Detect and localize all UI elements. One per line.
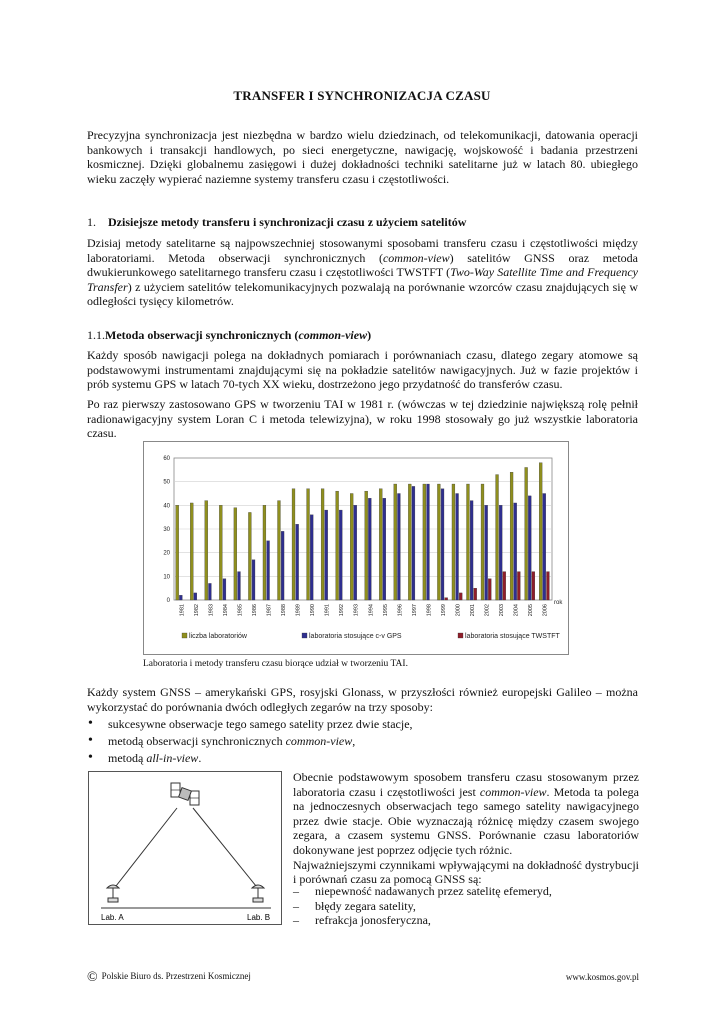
bar: [543, 494, 546, 601]
x-tick-label: 1996: [397, 604, 404, 617]
bar: [499, 505, 502, 600]
bar: [437, 484, 440, 600]
bullet-end: .: [198, 751, 202, 765]
x-tick-label: 1993: [353, 604, 360, 617]
x-tick-label: 2006: [542, 604, 549, 617]
antenna-a-icon: [107, 885, 119, 902]
x-tick-label: 1992: [339, 604, 346, 617]
accuracy-factors-list: [293, 884, 552, 928]
signal-line-a: [116, 808, 177, 886]
bar: [539, 463, 542, 600]
common-view-diagram-svg: [89, 772, 281, 924]
common-view-description: [293, 770, 639, 887]
bar: [423, 484, 426, 600]
list-item: [87, 733, 413, 750]
bar: [503, 572, 506, 600]
bar: [190, 503, 193, 600]
bar: [427, 484, 430, 600]
bar: [441, 489, 444, 600]
x-tick-label: 1986: [251, 604, 258, 617]
bar: [325, 510, 328, 600]
bar: [525, 467, 528, 600]
signal-line-b: [193, 808, 256, 886]
page-title: TRANSFER I SYNCHRONIZACJA CZASU: [233, 88, 491, 103]
copyright-symbol: ©: [87, 970, 98, 985]
bar: [532, 572, 535, 600]
bar: [510, 472, 513, 600]
bullet-text: metodą obserwacji synchronicznych: [108, 734, 286, 748]
bar: [350, 494, 353, 601]
bullet-text: sukcesywne obserwacje tego samego satelity przez dwie stacje,: [108, 717, 413, 731]
x-tick-label: 2000: [455, 604, 462, 617]
y-tick-label: 20: [163, 550, 170, 557]
section-1-text-b: ) satelitów GNSS oraz metoda dwukierunkowego satelitarnego transferu czasu i częstotliwości TWSTFT (: [87, 250, 639, 280]
x-tick-label: 1998: [426, 604, 433, 617]
bar: [194, 593, 197, 600]
bar: [179, 595, 182, 600]
bar: [354, 505, 357, 600]
common-view-diagram: [88, 771, 282, 925]
bullet-em: all-in-view: [146, 751, 199, 765]
legend-swatch: [458, 633, 463, 638]
tai-chart-svg: [144, 442, 568, 654]
bar: [485, 505, 488, 600]
bar: [278, 501, 281, 600]
section-1-paragraph: [87, 236, 638, 309]
right-paragraph-2: Najważniejszymi czynnikami wpływającymi na dokładność dystrybucji i porównań czasu za pomocą GNSS są:: [293, 857, 639, 887]
x-tick-label: 1983: [208, 604, 215, 617]
list-item: – niepewność nadawanych przez satelitę efemeryd,: [293, 884, 552, 899]
bar: [517, 572, 520, 600]
list-item: – refrakcja jonosferyczna,: [293, 913, 552, 928]
bar: [496, 475, 499, 600]
y-tick-label: 60: [163, 456, 170, 462]
x-tick-label: 1995: [382, 604, 389, 617]
chart-caption: Laboratoria i metody transferu czasu biorące udział w tworzeniu TAI.: [143, 659, 408, 669]
section-1-em-common-view: common-view: [382, 250, 450, 265]
satellite-icon: [171, 783, 199, 805]
list-item: [87, 716, 413, 733]
y-tick-label: 10: [163, 574, 170, 581]
section-1-1-paragraph-1: Każdy sposób nawigacji polega na dokładnych pomiarach i porównaniach czasu, dlatego zegary atomowe są podstawowymi instrumentami znajdującymi się na pokładzie satelitów nawigacyjnych. Już w fazie projektów i prób systemu GPS w latach 70-tych XX wieku, dostrzeżono jego przydatność do transferów czasu.: [87, 348, 638, 392]
bar: [205, 501, 208, 600]
legend-entry: laboratoria stosujące TWSTFT: [465, 633, 560, 640]
y-tick-label: 30: [163, 527, 170, 533]
section-1-number: 1.: [87, 215, 96, 229]
section-1-1-title-end: ): [367, 328, 372, 342]
bar: [383, 498, 386, 600]
section-1-1-number: 1.1.: [87, 328, 105, 342]
legend-entry: liczba laboratoriów: [189, 633, 247, 640]
lab-b-label: Lab. B: [247, 913, 271, 922]
section-1-1-title-em: common-view: [298, 328, 368, 342]
bar: [208, 583, 211, 600]
bar: [267, 541, 270, 600]
bar: [307, 489, 310, 600]
bar: [470, 501, 473, 600]
x-axis-label: rok: [554, 600, 563, 606]
bar: [339, 510, 342, 600]
x-tick-label: 2003: [499, 604, 506, 617]
x-tick-label: 2001: [470, 604, 477, 617]
bar: [474, 588, 477, 600]
x-tick-label: 2005: [528, 604, 535, 617]
x-tick-label: 1989: [295, 604, 302, 617]
x-tick-label: 1991: [324, 604, 331, 617]
bar: [223, 579, 226, 600]
section-1-title: Dzisiejsze metody transferu i synchronizacji czasu z użyciem satelitów: [108, 215, 467, 229]
tai-chart: [143, 441, 569, 655]
x-tick-label: 1987: [266, 604, 273, 617]
gnss-methods-list: [87, 716, 413, 767]
bar: [394, 484, 397, 600]
y-tick-label: 40: [163, 503, 170, 510]
intro-paragraph: Precyzyjna synchronizacja jest niezbędna w bardzo wielu dziedzinach, od telekomunikacji, datowania operacji bankowych i transakcji handlowych, po sieci energetyczne, nawigację, wojskowość i badania przestrzeni kosmicznej. Dzięki globalnemu zasięgowi i dużej dokładności techniki satelitarne już w latach 80. ubiegłego wieku zaczęły wypierać naziemne systemy transferu czasu i częstotliwości.: [87, 128, 638, 186]
y-tick-label: 0: [166, 598, 170, 604]
bar: [459, 593, 462, 600]
legend-entry: laboratoria stosujące c-v GPS: [309, 633, 402, 640]
legend-swatch: [182, 633, 187, 638]
x-tick-label: 1985: [237, 604, 244, 617]
x-tick-label: 1999: [440, 604, 447, 617]
right-text-b: . Metoda ta polega na jednoczesnych obserwacjach tego samego satelity nawigacyjnego przez dwie stacje. Obie wyznaczają różnicę między czasem swojego zegara, a czasem systemu GNSS. Porównanie czasu laboratoriów dokonywane jest poprzez odjęcie tych różnic.: [293, 784, 639, 857]
y-tick-label: 50: [163, 479, 170, 486]
bar: [546, 572, 549, 600]
bar: [514, 503, 517, 600]
footer-url: www.kosmos.gov.pl: [565, 972, 639, 982]
section-1-text-a: Dzisiaj metody satelitarne są najpowszechniej stosowanymi sposobami transferu czasu i częstotliwości między laboratoriami. Metoda obserwacji synchronicznych (: [87, 236, 638, 265]
bar: [452, 484, 455, 600]
bar: [234, 508, 237, 600]
bar: [408, 484, 411, 600]
bullet-em: common-view: [285, 734, 353, 748]
gnss-paragraph: Każdy system GNSS – amerykański GPS, rosyjski Glonass, w przyszłości również europejski Galileo – można wykorzystać do porównania dwóch odległych zegarów na trzy sposoby:: [87, 685, 638, 714]
x-tick-label: 2004: [513, 604, 520, 617]
section-1-text-c: ) z użyciem satelitów telekomunikacyjnych pozwalają na porównanie wzorców czasu znajdujących się w odległości tysięcy kilometrów.: [87, 279, 638, 309]
bar: [219, 505, 222, 600]
bar: [445, 598, 448, 600]
bar: [248, 512, 251, 600]
bar: [176, 505, 179, 600]
bar: [412, 486, 415, 600]
bar: [456, 494, 459, 601]
list-item: – błędy zegara satelity,: [293, 899, 552, 914]
section-1-em-twstft: Two-Way Satellite Time and Frequency Transfer: [87, 265, 638, 294]
x-tick-label: 1997: [411, 604, 418, 617]
section-1-1-title: Metoda obserwacji synchronicznych (: [105, 328, 299, 342]
bar: [467, 484, 470, 600]
x-tick-label: 1984: [222, 604, 229, 617]
x-tick-label: 2002: [484, 604, 491, 617]
bullet-end: ,: [352, 734, 356, 748]
x-tick-label: 1982: [193, 604, 200, 617]
bar: [481, 484, 484, 600]
bar: [252, 560, 255, 600]
bar: [321, 489, 324, 600]
bar: [310, 515, 313, 600]
list-item: [87, 750, 413, 767]
bar: [238, 572, 241, 600]
footer-organization: Polskie Biuro ds. Przestrzeni Kosmicznej: [101, 971, 251, 981]
bar: [379, 489, 382, 600]
bullet-text: metodą: [108, 751, 147, 765]
bar: [296, 524, 299, 600]
bar: [263, 505, 266, 600]
legend-swatch: [302, 633, 307, 638]
bar: [336, 491, 339, 600]
right-em-common-view: common-view: [479, 784, 547, 799]
bar: [528, 496, 531, 600]
section-1-1-heading: [87, 328, 647, 343]
antenna-b-icon: [252, 885, 264, 902]
section-1-1-paragraph-2: Po raz pierwszy zastosowano GPS w tworzeniu TAI w 1981 r. (wówczas w tej dziedzinie największą rolę pełnił radionawigacyjny system Loran C i metoda telewizyjna), w roku 1998 stosowały go już wszystkie laboratoria czasu.: [87, 397, 638, 441]
bar: [281, 531, 284, 600]
x-tick-label: 1988: [281, 604, 288, 617]
lab-a-label: Lab. A: [101, 913, 124, 922]
section-1-heading: [87, 215, 647, 230]
bar: [292, 489, 295, 600]
x-tick-label: 1981: [179, 604, 186, 617]
footer-left: [87, 970, 251, 986]
bar: [368, 498, 371, 600]
x-tick-label: 1990: [310, 604, 317, 617]
bar: [365, 491, 368, 600]
x-tick-label: 1994: [368, 604, 375, 617]
right-text-a: Obecnie podstawowym sposobem transferu czasu stosowanym przez laboratoria czasu i częstotliwości jest: [293, 770, 639, 799]
bar: [397, 494, 400, 601]
bar: [488, 579, 491, 600]
